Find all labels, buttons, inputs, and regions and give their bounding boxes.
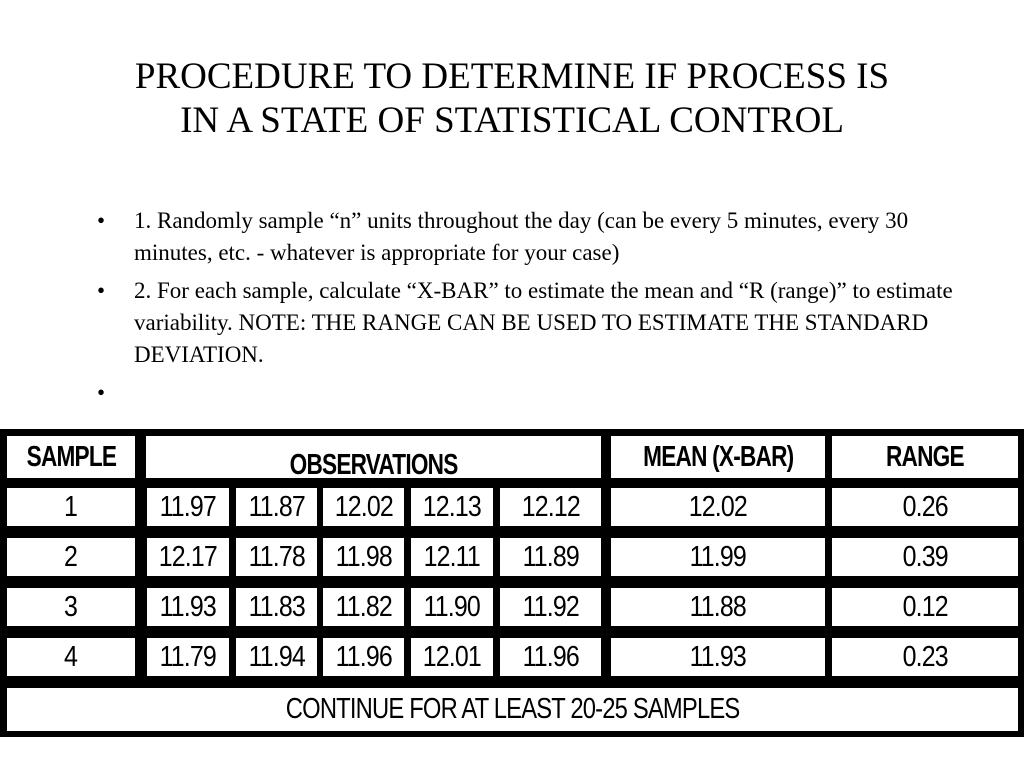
- header-observations-text: OBSERVATIONS: [289, 448, 458, 478]
- cell-observation: [411, 538, 493, 576]
- cell-range-text: 0.12: [902, 590, 948, 623]
- cell-range-text: 0.23: [902, 640, 948, 673]
- cell-observation: [411, 638, 493, 676]
- bullet-marker: •: [97, 208, 106, 233]
- header-sample: [7, 436, 135, 478]
- header-mean: [611, 436, 825, 478]
- cell-sample-text: 4: [64, 640, 78, 673]
- bullet-item: [97, 377, 967, 409]
- cell-observation: [147, 588, 229, 626]
- cell-observation-text: 12.12: [521, 490, 580, 523]
- cell-observation-text: 11.82: [335, 590, 392, 623]
- data-table: [0, 429, 1024, 737]
- bullet-item: [97, 205, 967, 269]
- cell-mean-text: 11.99: [689, 540, 747, 573]
- cell-range: [832, 588, 1018, 626]
- bullet-text: 2. For each sample, calculate “X-BAR” to estimate the mean and “R (range)” to estimate variability. NOTE: THE RANGE CAN BE USED TO ESTIMATE THE STANDARD DEVIATION.: [134, 278, 953, 367]
- cell-observation-text: 11.96: [335, 640, 392, 673]
- cell-observation: [323, 488, 404, 526]
- cell-range-text: 0.39: [902, 540, 948, 573]
- cell-mean: [611, 638, 825, 676]
- cell-sample-text: 2: [64, 540, 78, 573]
- table-footer-note-text: CONTINUE FOR AT LEAST 20-25 SAMPLES: [285, 693, 740, 725]
- cell-observation: [236, 488, 317, 526]
- cell-mean: [611, 588, 825, 626]
- slide-title-line-1: PROCEDURE TO DETERMINE IF PROCESS IS: [134, 56, 890, 97]
- cell-observation-text: 11.98: [335, 540, 392, 573]
- bullet-list: [97, 205, 967, 415]
- cell-observation: [147, 538, 229, 576]
- cell-sample: [7, 588, 135, 626]
- cell-range: [832, 538, 1018, 576]
- cell-observation-text: 12.01: [422, 640, 482, 673]
- bullet-marker: •: [97, 380, 106, 405]
- cell-sample: [7, 488, 135, 526]
- header-range: [832, 436, 1018, 478]
- cell-observation-text: 11.93: [159, 590, 217, 623]
- cell-observation: [323, 638, 404, 676]
- bullet-text: 1. Randomly sample “n” units throughout the day (can be every 5 minutes, every 30 minutes, etc. - whatever is appropriate for your case): [134, 208, 909, 265]
- cell-mean: [611, 488, 825, 526]
- cell-range: [832, 638, 1018, 676]
- cell-observation-text: 11.87: [248, 490, 305, 523]
- cell-mean-text: 12.02: [688, 490, 748, 523]
- cell-mean-text: 11.93: [689, 640, 747, 673]
- cell-observation: [411, 488, 493, 526]
- cell-sample-text: 3: [64, 590, 78, 623]
- cell-observation-text: 11.83: [248, 590, 305, 623]
- cell-observation-text: 11.97: [159, 490, 217, 523]
- cell-mean: [611, 538, 825, 576]
- cell-observation-text: 11.92: [522, 590, 579, 623]
- cell-observation: [147, 638, 229, 676]
- cell-observation: [236, 538, 317, 576]
- cell-observation-text: 11.90: [423, 590, 481, 623]
- bullet-item: [97, 275, 967, 371]
- cell-observation-text: 11.78: [248, 540, 305, 573]
- cell-observation: [500, 488, 601, 526]
- slide-title: [0, 55, 1024, 143]
- cell-observation: [147, 488, 229, 526]
- cell-observation-text: 12.02: [334, 490, 393, 523]
- table-footer-note: [7, 688, 1018, 731]
- cell-range-text: 0.26: [902, 490, 948, 523]
- cell-observation: [236, 588, 317, 626]
- slide-title-line-2: IN A STATE OF STATISTICAL CONTROL: [180, 100, 844, 141]
- cell-observation: [500, 638, 601, 676]
- cell-observation: [323, 588, 404, 626]
- cell-observation-text: 12.17: [158, 540, 218, 573]
- cell-sample: [7, 638, 135, 676]
- cell-observation-text: 12.11: [423, 540, 481, 573]
- cell-observation-text: 11.94: [248, 640, 305, 673]
- cell-observation: [411, 588, 493, 626]
- cell-observation-text: 11.89: [522, 540, 579, 573]
- cell-observation-text: 11.79: [159, 640, 217, 673]
- header-sample-text: SAMPLE: [26, 440, 116, 473]
- header-range-text: RANGE: [886, 440, 964, 473]
- cell-range: [832, 488, 1018, 526]
- header-observations: [146, 436, 601, 478]
- cell-sample: [7, 538, 135, 576]
- cell-observation: [323, 538, 404, 576]
- cell-observation: [500, 588, 601, 626]
- cell-observation: [500, 538, 601, 576]
- cell-observation: [236, 638, 317, 676]
- cell-mean-text: 11.88: [689, 590, 747, 623]
- cell-observation-text: 12.13: [422, 490, 482, 523]
- bullet-marker: •: [97, 278, 106, 303]
- bullet-text: [134, 380, 140, 405]
- cell-sample-text: 1: [64, 490, 78, 523]
- header-mean-text: MEAN (X-BAR): [642, 440, 794, 473]
- cell-observation-text: 11.96: [522, 640, 579, 673]
